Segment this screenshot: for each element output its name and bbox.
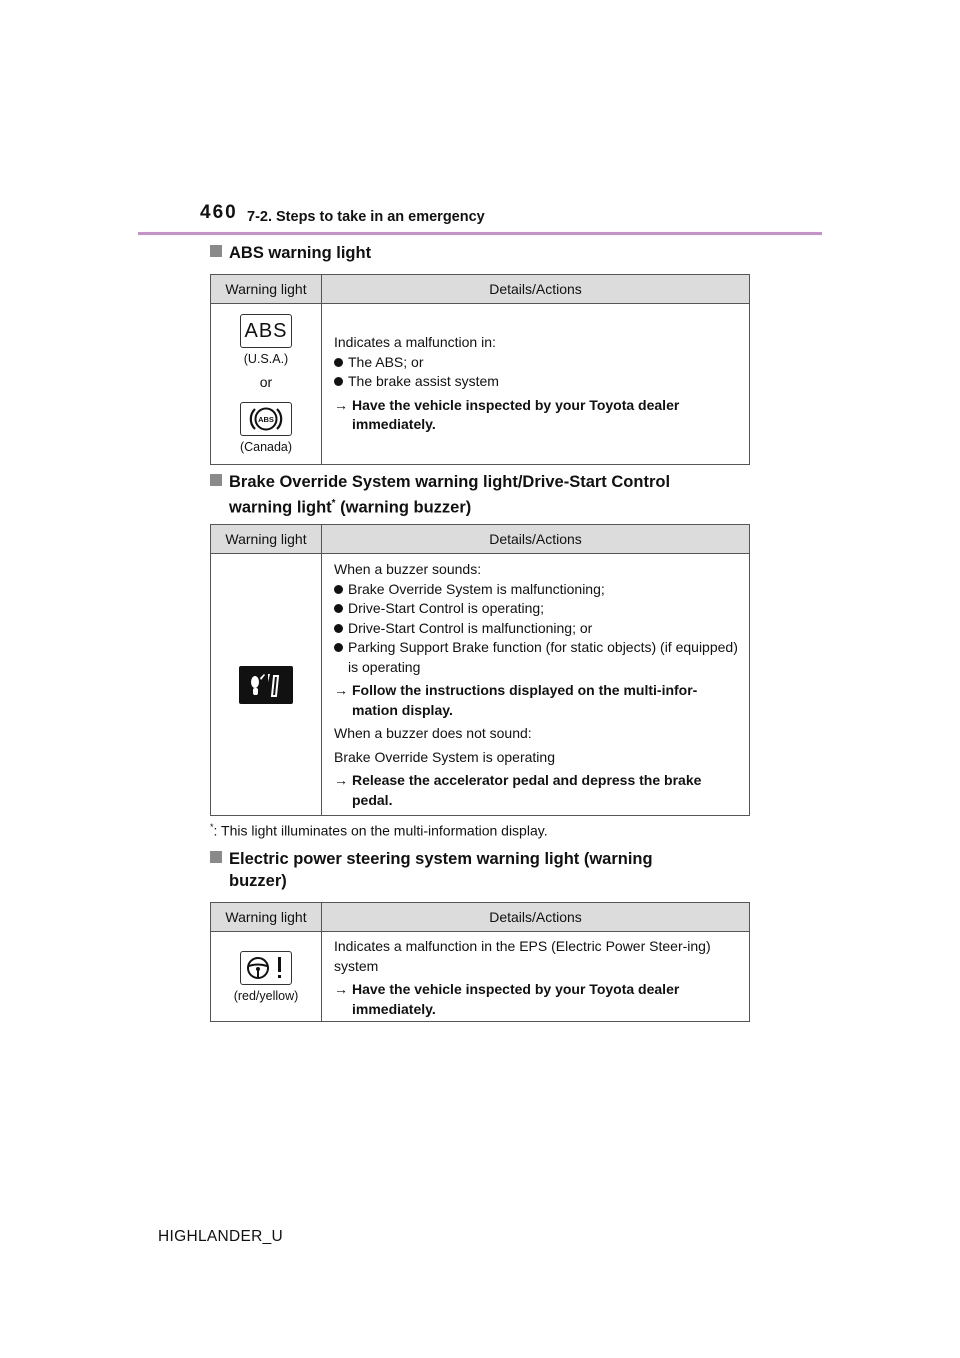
table-row — [211, 554, 749, 815]
action-text: → Release the accelerator pedal and depress the brake pedal. — [334, 772, 702, 808]
arrow-icon: → — [334, 682, 348, 698]
caption-or: or — [259, 374, 273, 390]
arrow-icon: → — [334, 772, 348, 788]
warning-light-cell — [211, 304, 322, 464]
table-header — [211, 275, 749, 304]
footnote: *: This light illuminates on the multi-information display. — [210, 822, 548, 839]
page-number: 460 — [200, 202, 238, 223]
table-row — [211, 304, 749, 464]
action-text: → Have the vehicle inspected by your Toyota dealer immediately. — [334, 396, 680, 433]
col-header-details: Details/Actions — [489, 281, 582, 297]
warning-light-cell — [211, 554, 322, 815]
page-header — [200, 202, 822, 234]
list-item: Drive-Start Control is malfunctioning; or — [334, 619, 743, 639]
table-header — [211, 903, 749, 932]
no-buzzer-text: When a buzzer does not sound: — [334, 725, 532, 741]
operating-text: Brake Override System is operating — [334, 748, 555, 765]
svg-text:ABS: ABS — [258, 415, 274, 424]
list-item: The ABS; or — [334, 353, 743, 373]
brake-override-icon — [239, 666, 293, 704]
details-cell — [322, 304, 749, 464]
col-header-warning-light: Warning light — [211, 525, 322, 553]
caption-red-yellow: (red/yellow) — [233, 988, 299, 1003]
col-header-details: Details/Actions — [489, 531, 582, 547]
details-intro: Indicates a malfunction in the EPS (Electric Power Steer-ing) system — [334, 938, 711, 974]
abs-canada-icon — [240, 402, 292, 436]
steering-warning-icon — [240, 951, 292, 985]
action-text: → Have the vehicle inspected by your Toyota dealer immediately. — [334, 981, 680, 1017]
brake-override-table — [210, 524, 750, 816]
section-title-brake-override: Brake Override System warning light/Drive-Start Control warning light* (warning buzzer) — [210, 471, 670, 519]
square-bullet-icon — [210, 474, 222, 486]
chapter-title: 7-2. Steps to take in an emergency — [247, 209, 485, 225]
header-rule — [138, 232, 822, 235]
list-item: Parking Support Brake function (for static objects) (if equipped) is operating — [334, 638, 743, 677]
abs-usa-icon: ABS — [240, 314, 292, 348]
eps-table — [210, 902, 750, 1022]
footer-model: HIGHLANDER_U — [158, 1228, 284, 1245]
caption-canada: (Canada) — [239, 440, 293, 454]
list-item: Drive-Start Control is operating; — [334, 599, 743, 619]
list-item: Brake Override System is malfunctioning; — [334, 580, 743, 600]
col-header-warning-light: Warning light — [211, 903, 322, 931]
arrow-icon: → — [334, 396, 348, 413]
warning-light-cell — [211, 932, 322, 1021]
arrow-icon: → — [334, 981, 348, 997]
details-cell — [322, 554, 749, 815]
abs-table — [210, 274, 750, 465]
list-item: The brake assist system — [334, 372, 743, 392]
section-title-eps: Electric power steering system warning light (warning buzzer) — [210, 848, 653, 892]
section-title-abs: ABS warning light — [210, 242, 371, 264]
square-bullet-icon — [210, 851, 222, 863]
caption-usa: (U.S.A.) — [243, 352, 289, 366]
square-bullet-icon — [210, 245, 222, 257]
table-row — [211, 932, 749, 1021]
table-header — [211, 525, 749, 554]
details-intro: When a buzzer sounds: — [334, 561, 482, 577]
action-text: → Follow the instructions displayed on the multi-infor-mation display. — [334, 682, 698, 718]
col-header-warning-light: Warning light — [211, 275, 322, 303]
details-cell — [322, 932, 749, 1021]
col-header-details: Details/Actions — [489, 909, 582, 925]
details-intro: Indicates a malfunction in: — [334, 334, 496, 351]
